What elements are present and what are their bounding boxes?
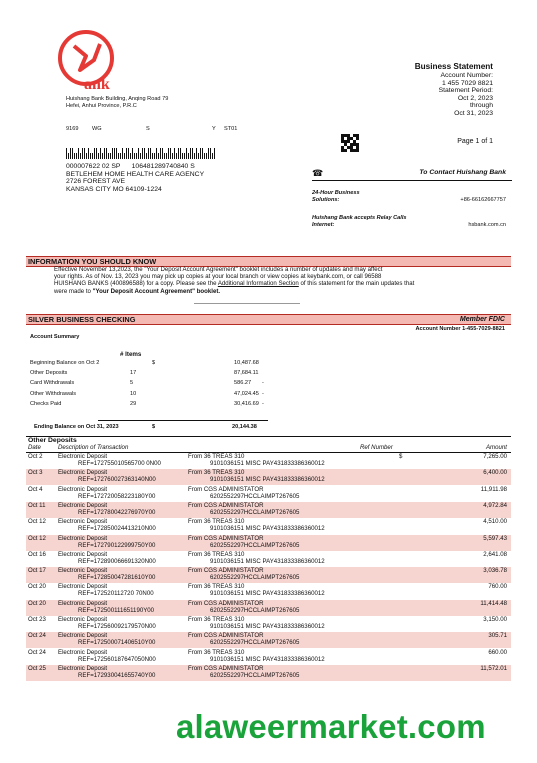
customer-name: BETLEHEM HOME HEALTH CARE AGENCY — [66, 170, 205, 178]
sort-code-5: ST01 — [224, 126, 238, 132]
deposit-from: From 36 TREAS 310 — [188, 616, 245, 623]
summary-sign: - — [262, 390, 264, 397]
ending-balance-amount: 20,144.38 — [232, 424, 257, 430]
contact-title: To Contact Huishang Bank — [419, 169, 506, 176]
internet-url: hsbank.com.cn — [468, 222, 506, 228]
deposit-description: Electronic Deposit — [58, 485, 108, 493]
deposit-memo: 6202552297HCCLAIMPT267605 — [210, 671, 300, 679]
deposit-amount: 2,641.08 — [483, 550, 507, 558]
deposit-ref: REF=172850047281610Y00 — [78, 574, 156, 582]
solutions-label-1: 24-Hour Business — [312, 190, 360, 196]
account-number-label: Account Number: — [440, 72, 493, 79]
deposit-from: From CGS ADMINISTATOR — [188, 632, 264, 640]
deposit-date: Oct 20 — [28, 583, 46, 591]
deposit-date: Oct 20 — [28, 599, 46, 607]
summary-items: 29 — [130, 400, 137, 407]
sort-code-4: Y — [212, 126, 216, 132]
deposit-date: Oct 4 — [28, 485, 43, 493]
deposit-description: Electronic Deposit — [58, 501, 108, 509]
summary-label: Beginning Balance on Oct 2 — [30, 360, 100, 366]
checking-band — [26, 314, 511, 325]
deposit-from: From 36 TREAS 310 — [188, 453, 245, 460]
bank-address-line1: Huishang Bank Building, Anqing Road 79 — [66, 96, 169, 102]
ending-dollar: $ — [152, 424, 156, 430]
summary-row — [26, 370, 326, 380]
deposit-memo: 9101036151 MISC PAY431833386360012 — [210, 525, 325, 533]
deposit-amount: 4,972.84 — [483, 501, 507, 509]
deposit-from: From 36 TREAS 310 — [188, 550, 245, 558]
deposit-date: Oct 23 — [28, 616, 46, 623]
qr-code — [341, 134, 359, 152]
statement-period-label: Statement Period: — [438, 87, 493, 95]
info-line-2: your rights. As of Nov. 13, 2023 you may pick up copies at your local branch or view copies at keybank.com, or call 96588 — [54, 273, 382, 281]
internet-label: Internet: — [312, 221, 335, 228]
deposit-dollar: $ — [399, 453, 403, 460]
deposit-description: Electronic Deposit — [58, 469, 108, 477]
deposit-amount: 7,265.00 — [483, 453, 507, 460]
additional-info-link[interactable]: Additional Information Section — [217, 280, 299, 288]
deposit-memo: 6202552297HCCLAIMPT267605 — [210, 606, 300, 614]
ending-balance-row — [26, 424, 326, 434]
deposit-from: From 36 TREAS 310 — [188, 518, 245, 526]
deposit-date: Oct 11 — [28, 501, 46, 509]
postal-barcode — [66, 148, 216, 159]
summary-amount: 47,024.45 — [234, 390, 259, 397]
ending-balance-label: Ending Balance on Oct 31, 2023 — [34, 424, 119, 430]
statement-period-through: through — [469, 102, 493, 110]
summary-sign: - — [262, 400, 264, 407]
col-description: Description of Transaction — [58, 444, 129, 451]
info-line-1: Effective November 13,2023, the "Your Deposit Account Agreement" booklet includes a number of updates and may affect — [54, 266, 383, 273]
deposit-description: Electronic Deposit — [58, 616, 108, 623]
info-line-3: HUISHANG BANKS (400896588) for a copy. Please see the Additional Information Section of this statement for the main updates that — [54, 280, 415, 288]
deposit-date: Oct 17 — [28, 567, 46, 575]
deposit-row — [26, 502, 511, 518]
watermark: alaweermarket.com — [176, 708, 486, 745]
deposit-from: From CGS ADMINISTATOR — [188, 501, 264, 509]
deposit-amount: 660.00 — [488, 648, 507, 656]
deposit-from: From 36 TREAS 310 — [188, 648, 245, 656]
deposit-date: Oct 24 — [28, 648, 46, 656]
member-fdic: Member FDIC — [459, 316, 505, 323]
deposit-row — [26, 486, 511, 502]
deposit-description: Electronic Deposit — [58, 632, 108, 640]
bank-logo — [54, 30, 124, 96]
deposit-memo: 6202552297HCCLAIMPT267605 — [210, 492, 300, 500]
deposit-row — [26, 616, 511, 632]
deposit-amount: 11,414.48 — [480, 599, 507, 607]
deposit-row — [26, 551, 511, 567]
deposits-heading: Other Deposits — [28, 437, 77, 444]
deposit-amount: 4,510.00 — [483, 518, 507, 526]
checking-account-number: Account Number 1-455-7029-8821 — [415, 326, 505, 332]
deposit-date: Oct 2 — [28, 453, 43, 460]
info-heading: INFORMATION YOU SHOULD KNOW — [28, 257, 157, 266]
deposit-ref: REF=172780042276970Y00 — [78, 508, 156, 516]
sort-code-1: 9169 — [66, 126, 79, 132]
deposit-ref: REF=172500071406510Y00 — [78, 639, 156, 647]
deposit-memo: 9101036151 MISC PAY431833386360012 — [210, 460, 325, 467]
deposit-from: From CGS ADMINISTATOR — [188, 567, 264, 575]
statement-title: Business Statement — [414, 62, 493, 71]
summary-label: Checks Paid — [30, 400, 62, 407]
deposit-ref: REF=172930041655740Y00 — [78, 671, 156, 679]
deposit-description: Electronic Deposit — [58, 550, 108, 558]
deposit-row — [26, 453, 511, 469]
summary-amount: 10,487.68 — [234, 360, 259, 366]
sort-code-3: S — [146, 126, 150, 132]
deposit-amount: 3,150.00 — [483, 616, 507, 623]
deposit-amount: 11,911.98 — [480, 485, 507, 493]
deposit-memo: 9101036151 MISC PAY431833386360012 — [210, 557, 325, 565]
deposit-amount: 5,597.43 — [483, 534, 507, 542]
summary-divider — [98, 420, 268, 421]
summary-items: 17 — [130, 370, 137, 377]
customer-street: 2726 FOREST AVE — [66, 178, 126, 186]
deposit-ref: REF=172760027363140N00 — [78, 476, 156, 484]
summary-amount: 586.27 — [234, 380, 252, 387]
statement-period-end: Oct 31, 2023 — [454, 109, 493, 117]
deposit-amount: 760.00 — [488, 583, 507, 591]
checking-heading: SILVER BUSINESS CHECKING — [28, 315, 136, 324]
deposit-memo: 6202552297HCCLAIMPT267605 — [210, 541, 300, 549]
deposit-ref: REF=172890066691320N00 — [78, 557, 156, 565]
items-header: # Items — [120, 351, 142, 358]
deposit-description: Electronic Deposit — [58, 599, 108, 607]
deposit-memo: 6202552297HCCLAIMPT267605 — [210, 574, 300, 582]
deposit-amount: 305.71 — [488, 632, 507, 640]
deposit-from: From CGS ADMINISTATOR — [188, 664, 264, 672]
deposit-memo: 9101036151 MISC PAY431833386360012 — [210, 623, 325, 630]
solutions-phone: +86-66162667757 — [460, 197, 506, 203]
deposit-from: From CGS ADMINISTATOR — [188, 534, 264, 542]
summary-label: Other Withdrawals — [30, 390, 77, 397]
summary-items: 10 — [130, 390, 137, 397]
deposit-date: Oct 24 — [28, 632, 46, 640]
deposit-description: Electronic Deposit — [58, 518, 108, 526]
deposit-row — [26, 469, 511, 485]
solutions-label-2: Solutions: — [312, 196, 340, 203]
summary-dollar: $ — [152, 360, 156, 366]
col-ref-number: Ref Number — [360, 444, 393, 451]
summary-row — [26, 360, 326, 370]
deposit-row — [26, 600, 511, 616]
deposit-description: Electronic Deposit — [58, 534, 108, 542]
deposit-description: Electronic Deposit — [58, 453, 108, 460]
deposit-row — [26, 518, 511, 534]
sort-code-2: WG — [92, 126, 102, 132]
page-number: Page 1 of 1 — [457, 138, 493, 145]
deposit-row — [26, 665, 511, 681]
deposit-from: From CGS ADMINISTATOR — [188, 485, 264, 493]
deposits-header-row — [26, 444, 511, 453]
summary-amount: 30,416.69 — [234, 400, 259, 407]
deposit-memo: 6202552297HCCLAIMPT267605 — [210, 639, 300, 647]
deposit-row — [26, 567, 511, 583]
account-summary-label: Account Summary — [30, 334, 80, 340]
deposit-description: Electronic Deposit — [58, 648, 108, 656]
summary-sign: - — [262, 380, 264, 387]
deposit-memo: 6202552297HCCLAIMPT267605 — [210, 508, 300, 516]
summary-row — [26, 401, 326, 411]
statement-period-start: Oct 2, 2023 — [457, 94, 493, 102]
summary-row — [26, 380, 326, 390]
phone-icon: ☎ — [312, 168, 324, 178]
bank-address-line2: Hefei, Anhui Province, P.R.C — [66, 103, 137, 109]
logo-wordmark: ank — [84, 76, 110, 93]
deposit-row — [26, 535, 511, 551]
deposit-memo: 9101036151 MISC PAY431833386360012 — [210, 590, 325, 598]
deposit-from: From CGS ADMINISTATOR — [188, 599, 264, 607]
deposit-ref: REF=172755010565700 0N00 — [78, 460, 161, 467]
summary-amount: 87,684.11 — [234, 370, 259, 377]
deposit-ref: REF=172500111651190Y00 — [78, 606, 155, 614]
deposit-description: Electronic Deposit — [58, 583, 108, 591]
customer-city: KANSAS CITY MO 64109-1224 — [66, 185, 162, 193]
deposit-row — [26, 632, 511, 648]
info-line-4: were made to "Your Deposit Account Agreement" booklet. — [54, 287, 221, 295]
deposit-ref: REF=172790122999750Y00 — [78, 541, 156, 549]
account-number-value: 1 455 7029 8821 — [441, 79, 493, 87]
deposit-ref: REF=172850024413210N00 — [78, 525, 156, 533]
deposit-description: Electronic Deposit — [58, 664, 108, 672]
deposit-ref: REF=172520112720 70N00 — [78, 590, 154, 598]
sort-line — [66, 126, 246, 134]
relay-label: Huishang Bank accepts Relay Calls — [312, 215, 407, 221]
summary-label: Card Withdrawals — [30, 380, 75, 387]
deposit-date: Oct 12 — [28, 534, 46, 542]
deposit-description: Electronic Deposit — [58, 567, 108, 575]
deposit-ref: REF=172720058223180Y00 — [78, 492, 156, 500]
deposit-ref: REF=172560187647050N00 — [78, 655, 156, 663]
col-date: Date — [28, 444, 41, 451]
divider — [194, 303, 300, 304]
deposit-date: Oct 12 — [28, 518, 46, 526]
deposit-date: Oct 25 — [28, 664, 46, 672]
summary-row — [26, 391, 326, 401]
deposit-ref: REF=172560092179570N00 — [78, 623, 156, 630]
col-amount: Amount — [485, 444, 507, 451]
deposit-from: From 36 TREAS 310 — [188, 469, 245, 477]
deposit-memo: 9101036151 MISC PAY431833386360012 — [210, 655, 325, 663]
deposit-row — [26, 583, 511, 599]
deposit-from: From 36 TREAS 310 — [188, 583, 245, 591]
deposit-amount: 6,400.00 — [483, 469, 507, 477]
summary-label: Other Deposits — [30, 370, 68, 377]
deposit-amount: 3,036.78 — [483, 567, 507, 575]
deposit-date: Oct 3 — [28, 469, 43, 477]
deposit-date: Oct 16 — [28, 550, 46, 558]
deposit-amount: 11,572.01 — [480, 664, 507, 672]
summary-items: 5 — [130, 380, 134, 387]
deposit-memo: 9101036151 MISC PAY431833386360012 — [210, 476, 325, 484]
deposit-row — [26, 649, 511, 665]
mail-code-line: 000007622 02 SP 106481289740840 S — [66, 163, 195, 170]
